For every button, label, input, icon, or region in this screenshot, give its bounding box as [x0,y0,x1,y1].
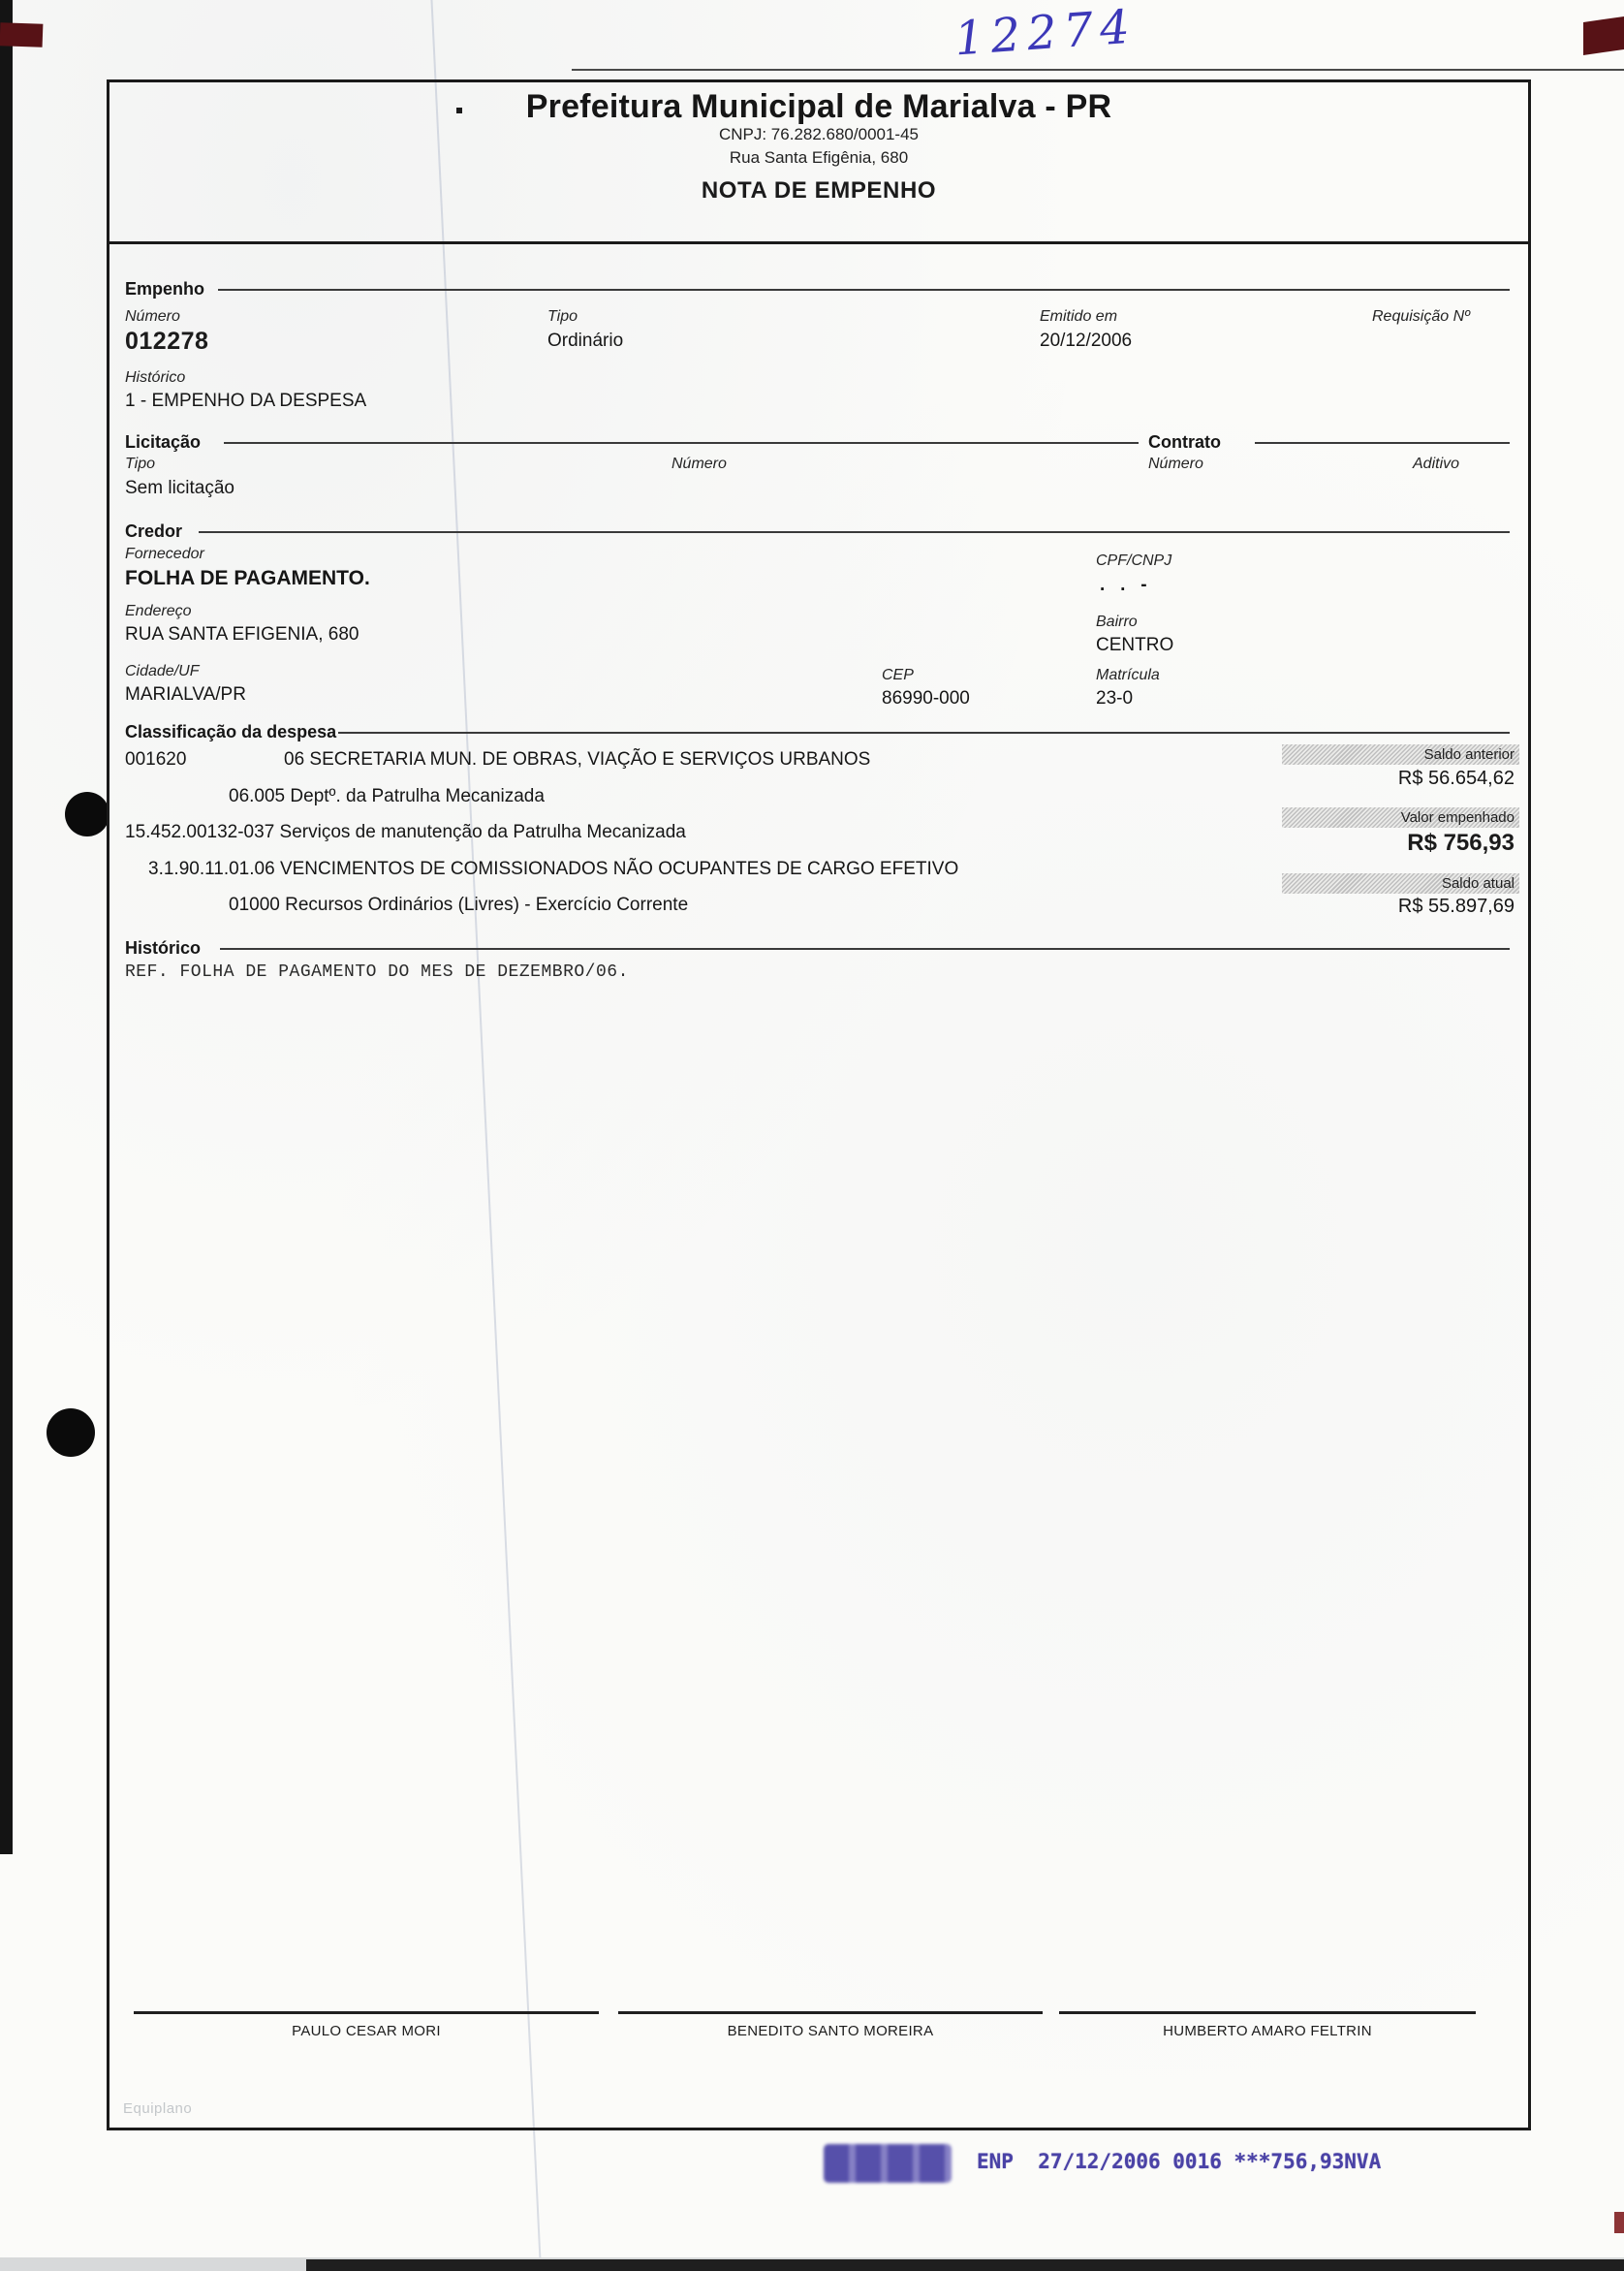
empenho-requisicao-label: Requisição Nº [1372,308,1470,325]
document-title: NOTA DE EMPENHO [701,177,937,204]
credor-cpf-label: CPF/CNPJ [1096,552,1172,569]
signature-block [134,2011,599,2039]
scan-edge-left [0,0,13,1854]
scan-corner-mark [0,22,43,47]
classificacao-row [125,822,686,843]
entity-cnpj: CNPJ: 76.282.680/0001-45 [718,125,920,143]
credor-cep-label: CEP [882,667,914,683]
credor-fornecedor-value: FOLHA DE PAGAMENTO. [125,567,370,589]
hole-punch-mark [65,792,109,836]
scan-edge-bottom-dark [306,2259,1624,2271]
licitacao-numero-label: Número [671,456,727,472]
classificacao-row [229,895,688,916]
scan-edge-mark [1614,2212,1624,2233]
classificacao-desc: Serviços de manutenção da Patrulha Mecanizada [279,822,686,842]
empenho-emitido-label: Emitido em [1040,308,1118,325]
software-watermark: Equiplano [123,2100,193,2117]
empenho-tipo-value: Ordinário [547,331,624,351]
classificacao-desc: Deptº. da Patrulha Mecanizada [290,786,545,806]
signature-line [618,2011,1043,2014]
historico-text: REF. FOLHA DE PAGAMENTO DO MES DE DEZEMBRO/06. [125,962,629,982]
classificacao-code: 01000 [229,895,280,915]
signature-line [1059,2011,1476,2014]
entity-address: Rua Santa Efigênia, 680 [729,148,909,167]
handwritten-protocol-number: 12274 [953,0,1139,67]
header-divider [109,241,1528,244]
signature-name: BENEDITO SANTO MOREIRA [727,2023,934,2039]
scan-corner-mark [1583,16,1624,55]
licitacao-tipo-label: Tipo [125,456,155,472]
valor-empenhado-value: R$ 756,93 [1407,830,1515,856]
valor-empenhado-label: Valor empenhado [1282,807,1519,828]
classificacao-code: 001620 [125,749,187,770]
section-empenho-label: Empenho [125,279,205,299]
section-rule [224,442,1139,444]
licitacao-tipo-value: Sem licitação [125,478,234,498]
section-licitacao-label: Licitação [125,432,202,452]
credor-bairro-label: Bairro [1096,614,1138,630]
signature-block [618,2011,1043,2039]
signature-line [134,2011,599,2014]
credor-endereco-value: RUA SANTA EFIGENIA, 680 [125,624,359,645]
empenho-historico-label: Histórico [125,369,186,386]
credor-cidade-label: Cidade/UF [125,663,200,679]
section-rule [218,289,1510,291]
classificacao-row [229,786,545,807]
empenho-numero-value: 012278 [125,328,209,355]
classificacao-desc: 06 SECRETARIA MUN. DE OBRAS, VIAÇÃO E SERVIÇOS URBANOS [284,749,871,770]
credor-endereco-label: Endereço [125,603,192,619]
saldo-anterior-label: Saldo anterior [1282,744,1519,765]
section-rule [1255,442,1510,444]
section-historico-label: Histórico [125,938,202,958]
classificacao-code: 3.1.90.11.01.06 [148,859,275,879]
section-rule [199,531,1510,533]
empenho-numero-label: Número [125,308,180,325]
credor-fornecedor-label: Fornecedor [125,546,204,562]
classificacao-code: 06.005 [229,786,286,806]
validation-stamp-text: ENP 27/12/2006 0016 ***756,93NVA [977,2150,1382,2173]
section-rule [338,732,1510,734]
credor-bairro-value: CENTRO [1096,635,1174,655]
classificacao-code: 15.452.00132-037 [125,822,275,842]
section-contrato-label: Contrato [1148,432,1221,452]
section-classificacao-label: Classificação da despesa [125,722,337,741]
hole-punch-mark [47,1408,95,1457]
credor-cidade-value: MARIALVA/PR [125,684,246,705]
section-credor-label: Credor [125,521,183,541]
classificacao-desc: VENCIMENTOS DE COMISSIONADOS NÃO OCUPANTES DE CARGO EFETIVO [279,859,959,879]
signature-name: HUMBERTO AMARO FELTRIN [1163,2023,1372,2039]
document-frame [107,79,1531,2130]
validation-stamp-logo-smudge [824,2144,952,2183]
section-rule [220,948,1510,950]
credor-cpf-value: . . - [1100,575,1147,595]
attached-slip-edge-line [572,69,1624,71]
classificacao-desc: Recursos Ordinários (Livres) - Exercício Corrente [285,895,689,915]
classificacao-row [148,859,958,880]
contrato-numero-label: Número [1148,456,1203,472]
empenho-tipo-label: Tipo [547,308,578,325]
credor-matricula-label: Matrícula [1096,667,1160,683]
signature-block [1059,2011,1476,2039]
saldo-atual-label: Saldo atual [1282,873,1519,894]
entity-title: Prefeitura Municipal de Marialva - PR [525,88,1112,125]
classificacao-row [125,749,870,771]
contrato-aditivo-label: Aditivo [1413,456,1460,472]
credor-matricula-value: 23-0 [1096,688,1134,709]
signature-name: PAULO CESAR MORI [292,2023,441,2039]
credor-cep-value: 86990-000 [882,688,970,709]
saldo-anterior-value: R$ 56.654,62 [1397,768,1515,789]
empenho-historico-value: 1 - EMPENHO DA DESPESA [125,391,367,411]
saldo-atual-value: R$ 55.897,69 [1397,896,1515,917]
empenho-emitido-value: 20/12/2006 [1040,331,1133,351]
